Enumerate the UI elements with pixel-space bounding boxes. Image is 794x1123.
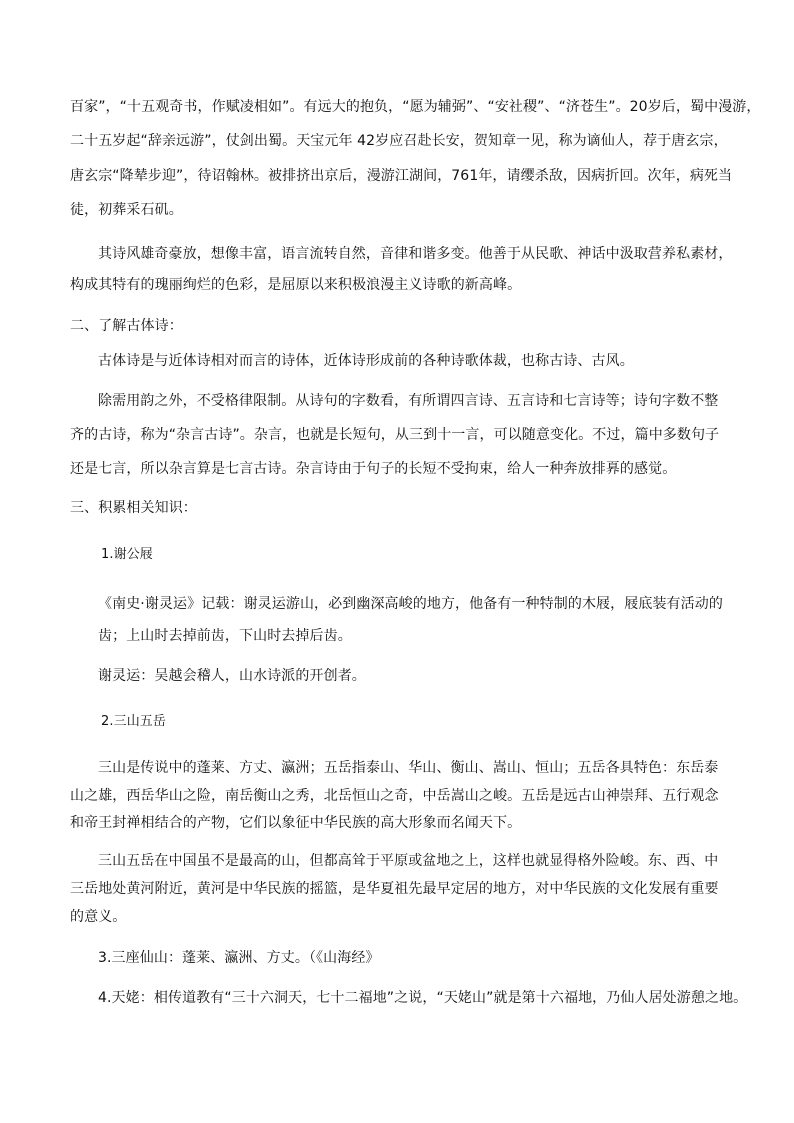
gutishi-detail-line-1: 除需用韵之外，不受格律限制。从诗句的字数看，有所谓四言诗、五言诗和七言诗等；诗句字数不整 [98, 393, 719, 409]
style-line-2: 构成其特有的瑰丽绚烂的色彩，是屈原以来积极浪漫主义诗歌的新高峰。 [70, 277, 522, 293]
style-line-1: 其诗风雄奇豪放，想像丰富，语言流转自然，音律和谐多变。他善于从民歌、神话中汲取营养私素材， [98, 246, 733, 262]
gutishi-definition: 古体诗是与近体诗相对而言的诗体，近体诗形成前的各种诗歌体裁，也称古诗、古风。 [98, 353, 634, 369]
item-2-text2-line-1: 三山五岳在中国虽不是最高的山，但都高耸于平原或盆地之上，这样也就显得格外险峻。东、西、中 [98, 853, 719, 869]
item-2-title: 2.三山五岳 [101, 714, 167, 729]
gutishi-detail-line-2: 齐的古诗，称为“杂言古诗”。杂言，也就是长短句，从三到十一言，可以随意变化。不过，篇中多数句子 [70, 427, 720, 443]
item-4: 4.天姥：相传道教有“三十六洞天，七十二福地”之说，“天姥山”就是第十六福地，乃仙人居处游憩之地。 [98, 990, 748, 1006]
section-3-heading: 三、积累相关知识： [70, 500, 197, 516]
item-1-text-line-2: 齿；上山时去掉前齿，下山时去掉后齿。 [98, 628, 352, 644]
item-2-text-line-1: 三山是传说中的蓬莱、方丈、瀛洲；五岳指泰山、华山、衡山、嵩山、恒山；五岳各具特色：东岳泰 [98, 760, 719, 776]
item-2-text-line-2: 山之雄，西岳华山之险，南岳衡山之秀，北岳恒山之奇，中岳嵩山之峻。五岳是远古山神崇拜、五行观念 [70, 788, 719, 804]
item-1-title: 1.谢公屐 [101, 547, 153, 562]
item-2-text-line-3: 和帝王封禅相结合的产物，它们以象征中华民族的高大形象而名闻天下。 [70, 815, 522, 831]
item-1-note: 谢灵运：吴越会稽人，山水诗派的开创者。 [98, 668, 366, 684]
gutishi-detail-line-3: 还是七言，所以杂言算是七言古诗。杂言诗由于句子的长短不受拘束，给人一种奔放排奡的感觉。 [70, 461, 677, 477]
bio-line-4: 徒，初葬采石矶。 [70, 202, 183, 218]
bio-line-1: 百家”，“十五观奇书，作赋凌相如”。有远大的抱负，“愿为辅弼”、“安社稷”、“济苍生”。20岁后，蜀中漫游， [70, 99, 761, 115]
item-3: 3.三座仙山：蓬莱、瀛洲、方丈。（《山海经》 [98, 950, 380, 966]
item-1-text-line-1: 《南史·谢灵运》记载：谢灵运游山，必到幽深高峻的地方，他备有一种特制的木屐，屐底装有活动的 [98, 596, 723, 612]
bio-line-2: 二十五岁起“辞亲远游”，仗剑出蜀。天宝元年 42岁应召赴长安，贺知章一见，称为谪仙人，荐于唐玄宗， [70, 133, 728, 149]
item-2-text2-line-3: 的意义。 [70, 909, 127, 925]
bio-line-3: 唐玄宗“降辇步迎”，待诏翰林。被排挤出京后，漫游江湖间，761年，请缨杀敌，因病折回。次年，病死当 [70, 168, 733, 184]
item-2-text2-line-2: 三岳地处黄河附近，黄河是中华民族的摇篮，是华夏祖先最早定居的地方，对中华民族的文化发展有重要 [70, 881, 719, 897]
section-2-heading: 二、了解古体诗： [70, 318, 183, 334]
